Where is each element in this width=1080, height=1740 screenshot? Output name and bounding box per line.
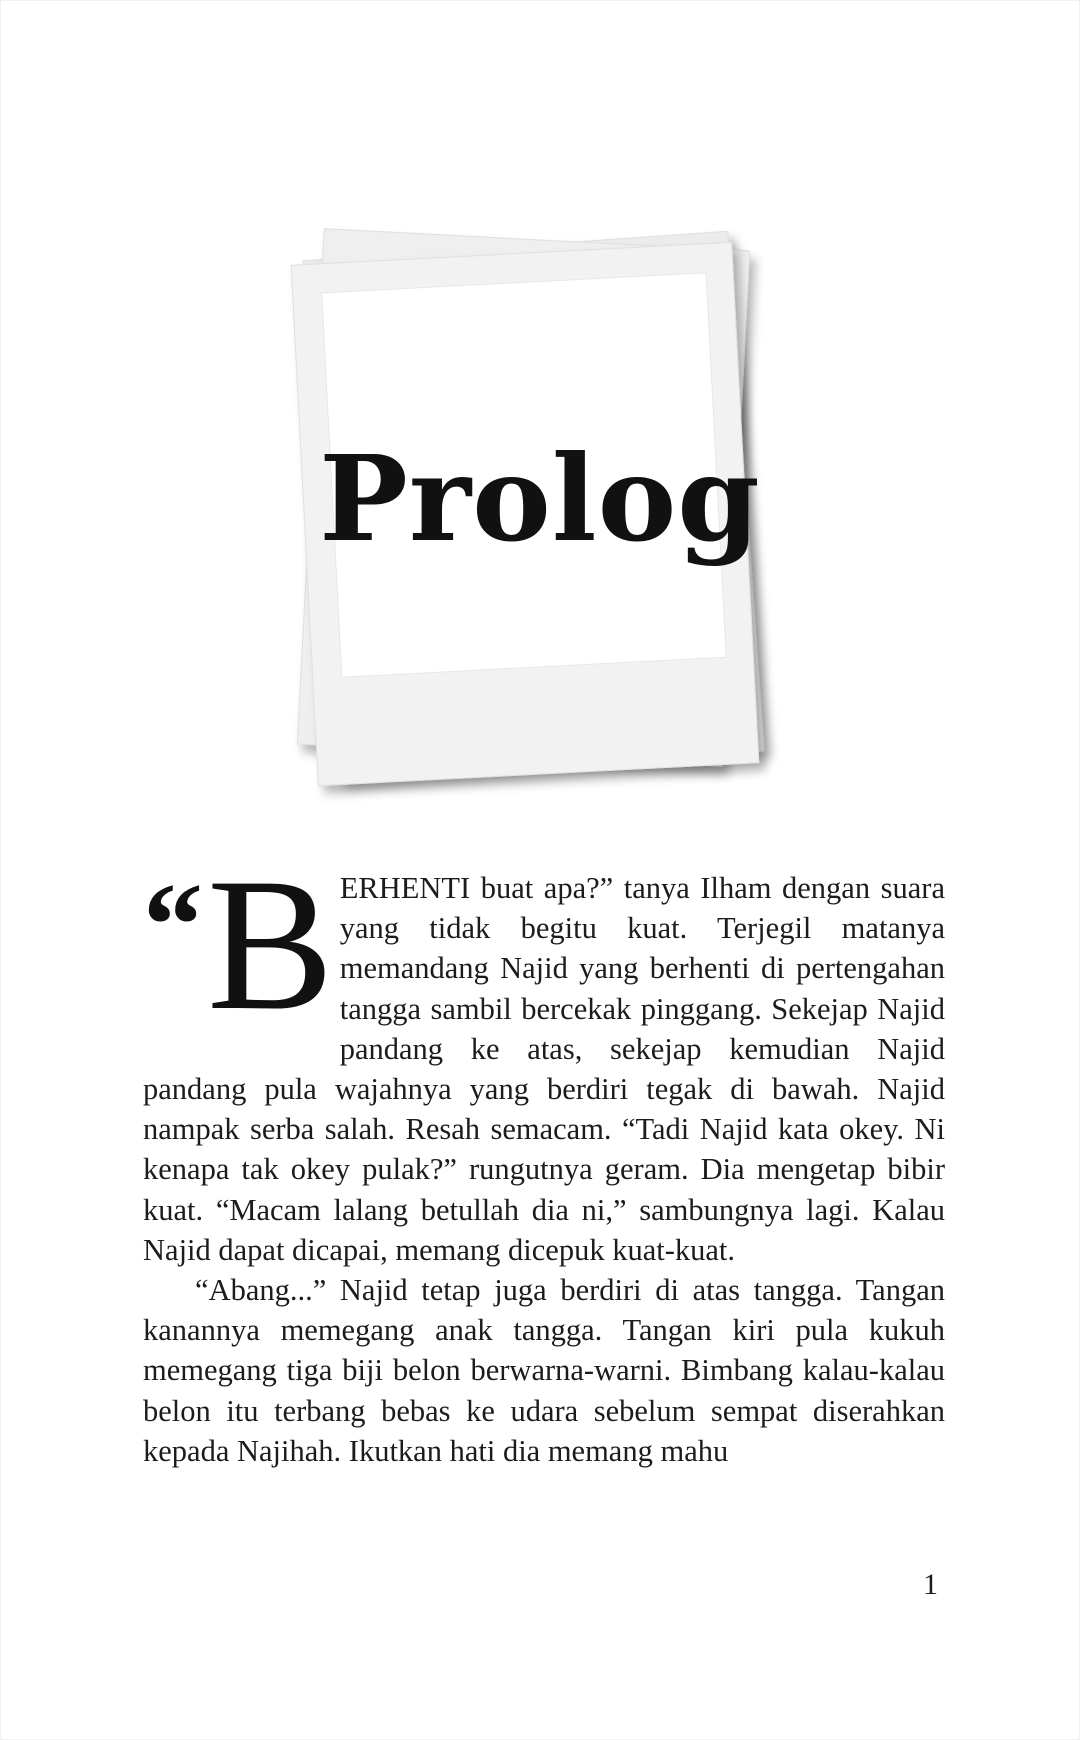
paragraph-2: “Abang...” Najid tetap juga berdiri di atas tangga. Tangan kanannya memegang anak tangga. Tangan kiri pula kukuh memegang tiga biji belon berwarna-warni. Bimbang kalau-kalau belon itu terbang bebas ke udara sebelum sempat diserahkan kepada Najihah. Ikutkan hati dia memang mahu <box>143 1273 945 1468</box>
opening-quote-mark: “ <box>143 858 203 991</box>
drop-cap-letter: B <box>207 840 334 1050</box>
drop-cap-group <box>143 840 334 1050</box>
body-text <box>143 840 945 1471</box>
paragraph-1 <box>143 840 945 1270</box>
paragraph-1-text: ERHENTI buat apa?” tanya Ilham dengan suara yang tidak begitu kuat. Terjegil matanya memandang Najid yang berhenti di pertengahan tangga sambil bercekak pinggang. Sekejap Najid pandang ke atas, sekejap kemudian Najid pandang pula wajahnya yang berdiri tegak di bawah. Najid nampak serba salah. Resah semacam. “Tadi Najid kata okey. Ni kenapa tak okey pulak?” rungutnya geram. Dia mengetap bibir kuat. “Macam lalang betullah dia ni,” sambungnya lagi. Kalau Najid dapat dicapai, memang dicepuk kuat-kuat. <box>143 871 945 1267</box>
page-number: 1 <box>923 1568 938 1601</box>
chapter-title: Prolog <box>319 429 761 568</box>
